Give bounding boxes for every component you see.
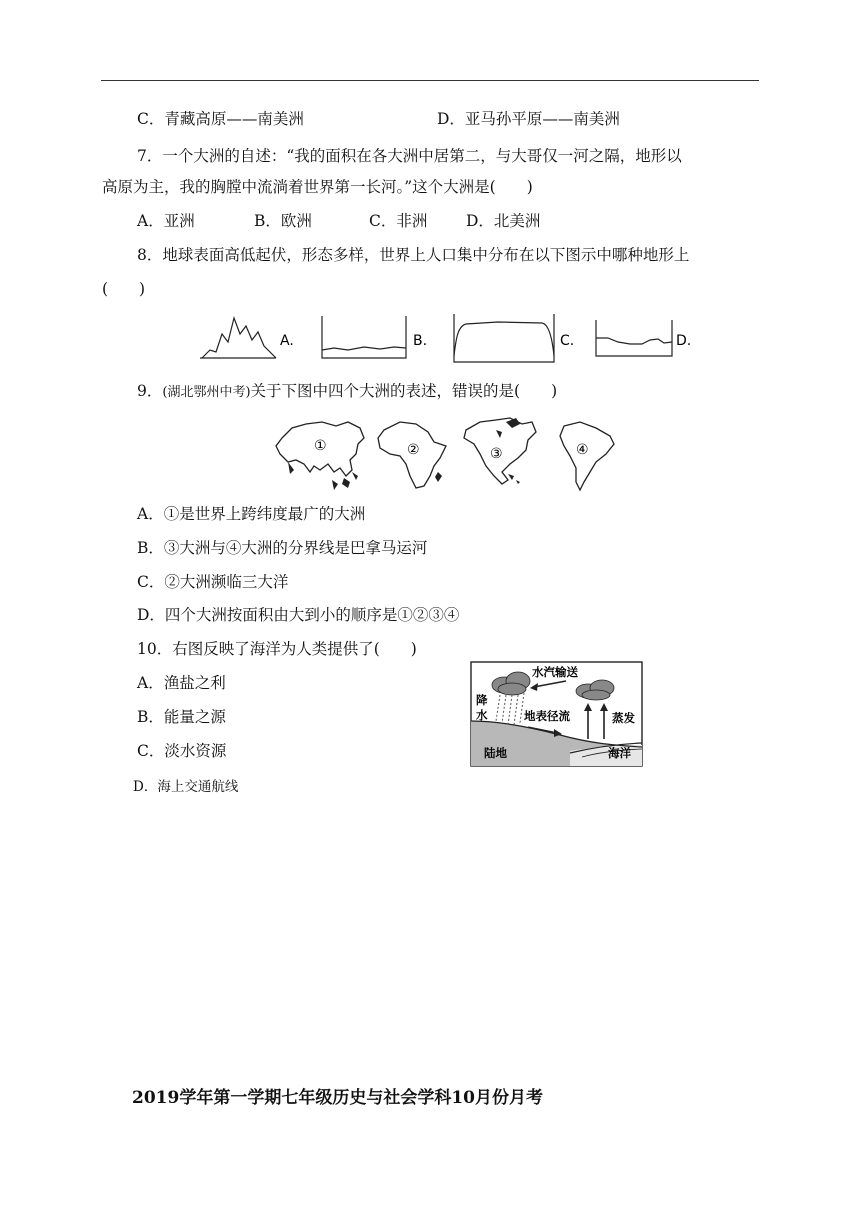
q9-option-d: D．四个大洲按面积由大到小的顺序是①②③④ [137, 606, 460, 624]
q9-map-label-1: ① [314, 438, 327, 454]
q8-terrain-figures [198, 312, 698, 368]
terrain-plain-figure [322, 316, 406, 358]
q10-option-d: D．海上交通航线 [133, 779, 239, 795]
water-cycle-diagram [470, 661, 643, 767]
label-surface-runoff: 地表径流 [524, 709, 570, 723]
q8-figure-label-d: D. [676, 333, 692, 349]
q7-option-d: D．北美洲 [466, 212, 541, 230]
q8-figure-label-c: C. [560, 333, 575, 349]
q9-option-b: B．③大洲与④大洲的分界线是巴拿马运河 [137, 539, 428, 557]
q9-continent-maps [270, 414, 620, 496]
q10-option-c: C．淡水资源 [137, 742, 227, 760]
q8-stem-line1: 8．地球表面高低起伏，形态多样，世界上人口集中分布在以下图示中哪种地形上 [137, 246, 690, 264]
q9-option-a: A．①是世界上跨纬度最广的大洲 [137, 505, 366, 523]
terrain-basin-figure [596, 320, 672, 356]
header-rule [101, 80, 759, 81]
q6-option-c: C．青藏高原——南美洲 [137, 110, 304, 128]
terrain-plateau-figure [454, 314, 554, 362]
label-ocean: 海洋 [608, 746, 631, 760]
q8-figure-label-b: B. [413, 333, 428, 349]
q8-figure-label-a: A. [280, 333, 294, 349]
label-vapor-transport: 水汽输送 [532, 665, 578, 679]
label-precip-2: 水 [476, 708, 488, 722]
q10-option-a: A．渔盐之利 [137, 674, 226, 692]
q9-map-label-2: ② [407, 442, 420, 458]
q9-stem-text: 关于下图中四个大洲的表述，错误的是( ) [250, 382, 558, 400]
q9-map-label-4: ④ [576, 442, 589, 458]
q7-stem-line2: 高原为主，我的胸膛中流淌着世界第一长河。”这个大洲是( ) [102, 178, 533, 196]
q7-option-a: A．亚洲 [137, 212, 195, 230]
q6-option-d: D．亚马孙平原——南美洲 [437, 110, 620, 128]
q9-map-label-3: ③ [490, 446, 503, 462]
label-land: 陆地 [484, 746, 507, 760]
q10-option-b: B．能量之源 [137, 708, 226, 726]
label-precip-1: 降 [476, 693, 488, 707]
asia-outline-map [276, 422, 364, 490]
q7-stem-line1: 7．一个大洲的自述：“我的面积在各大洲中居第二，与大哥仅一河之隔，地形以 [137, 147, 682, 165]
q10-stem: 10．右图反映了海洋为人类提供了( ) [137, 640, 417, 658]
terrain-mountain-figure [200, 318, 276, 358]
q9-option-c: C．②大洲濒临三大洋 [137, 573, 289, 591]
label-evaporation: 蒸发 [612, 711, 635, 725]
q9-stem: 9．(湖北鄂州中考)关于下图中四个大洲的表述，错误的是( ) [137, 382, 558, 400]
q7-option-b: B．欧洲 [254, 212, 312, 230]
exam-title: 2019学年第一学期七年级历史与社会学科10月份月考 [132, 1088, 543, 1108]
q7-option-c: C．非洲 [369, 212, 428, 230]
q9-source: (湖北鄂州中考) [162, 385, 251, 400]
q8-stem-line2: ( ) [102, 280, 146, 298]
